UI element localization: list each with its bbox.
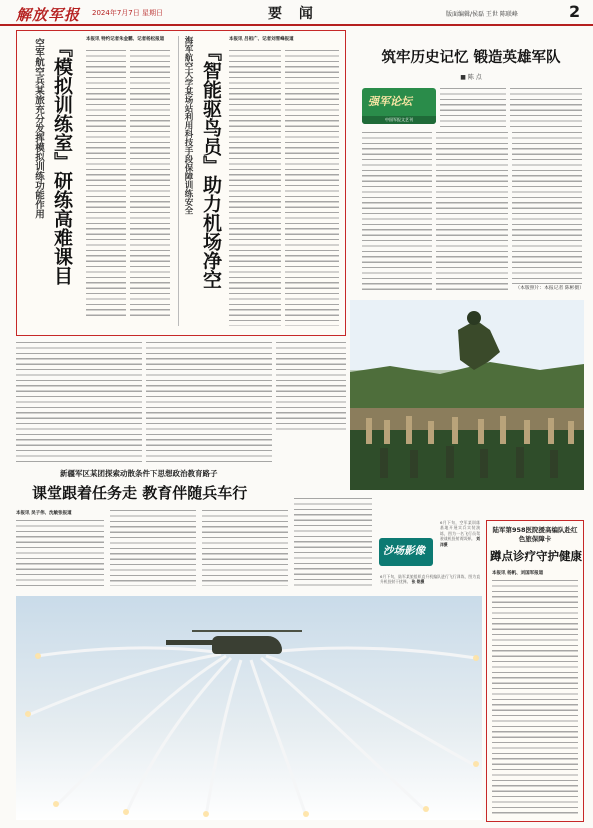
article1-byline: 本报讯 特约记者朱金鹏、记者杨松报道 — [86, 37, 165, 42]
commentary-badge-sub: 中国军报文艺刊 — [362, 116, 436, 124]
article1-subtitle: 空军航空兵某旅充分发挥模拟训练功能作用 — [33, 38, 44, 219]
article1-body-column-1 — [86, 50, 126, 320]
photo-credit: （本版照片：本报记者 陈彬摄） — [515, 286, 584, 291]
photo-feature-caption-2 — [380, 574, 480, 596]
training-photo-figures — [350, 300, 584, 490]
article1-title-rest: 研练高难课目 — [51, 171, 73, 285]
commentary-title: 筑牢历史记忆 锻造英雄军队 — [381, 49, 561, 66]
helicopter-rotor — [192, 630, 302, 632]
photo-feature-caption-credit: 刘 洋摄 — [440, 536, 480, 547]
commentary-col1 — [362, 132, 432, 290]
editors-line: 版面编辑/侯磊 王世 陈联峰 — [446, 11, 518, 18]
right-article-title: 蹲点诊疗守护健康 — [490, 549, 582, 563]
right-article-body — [492, 580, 578, 816]
page-number: 2 — [569, 2, 581, 21]
education-col2 — [110, 510, 196, 586]
photo-feature-caption — [440, 520, 480, 560]
left-lower-text-2 — [146, 342, 272, 462]
commentary-col1-top — [440, 88, 506, 128]
right-article-kicker: 陆军第958医院援高编队赴红色旅保障卡 — [492, 526, 578, 543]
article2-byline: 本报讯 吕祖广、记者刘雪峰报道 — [229, 37, 294, 42]
article2-subtitle: 海军航空大学某场站利用科技手段保障训练安全 — [183, 36, 193, 215]
publication-date: 2024年7月7日 星期日 — [92, 9, 163, 17]
left-lower-text-1 — [16, 342, 142, 462]
article1-body-column-2 — [130, 50, 170, 320]
article2-headline — [197, 42, 225, 332]
education-col4 — [294, 498, 372, 586]
training-photo — [350, 300, 584, 490]
left-box-divider — [178, 36, 179, 326]
education-col1 — [16, 520, 104, 586]
education-col3 — [202, 510, 288, 586]
masthead — [0, 0, 593, 26]
section-title: 要 闻 — [268, 6, 319, 22]
commentary-col2 — [436, 132, 508, 290]
article2-title-rest: 助力机场净空 — [200, 175, 222, 289]
right-article-byline: 本报讯 杨帆、刘国军报道 — [492, 571, 544, 576]
newspaper-logo: 解放军报 — [16, 6, 81, 24]
article2-body-column-2 — [285, 50, 339, 326]
commentary-col2-top — [510, 88, 582, 128]
photo-feature-caption-2-text: 6月下旬，陆军某旅组织直升机编队进行飞行训练，图为直升机投射干扰弹。 — [380, 574, 480, 585]
article2-title-brackets: 『智能驱鸟员』 — [200, 42, 222, 175]
left-lower-text-3 — [276, 342, 346, 432]
photo-feature-caption-2-credit: 张 铭摄 — [411, 579, 425, 585]
helicopter-tail — [166, 640, 216, 645]
photo-feature-badge — [379, 538, 433, 566]
commentary-author: ■ 陈 点 — [460, 74, 482, 81]
article2-body-column-1 — [229, 50, 281, 326]
photo-feature-caption-text: 6月下旬，空军某训练基地开展实兵实装演练，图为一名飞行员驾驶战机投射诱饵弹。 — [440, 520, 480, 542]
photo-feature-badge-label: 沙场影像 — [383, 545, 425, 557]
article1-headline — [49, 38, 75, 338]
helicopter-flares-photo — [16, 596, 482, 820]
attack-helicopter — [212, 636, 282, 654]
education-byline: 本报讯 吴子伟、沈敏张报道 — [16, 511, 72, 516]
education-title: 课堂跟着任务走 教育伴随兵车行 — [32, 484, 248, 502]
education-kicker: 新疆军区某团探索动散条件下思想政治教育路子 — [60, 469, 218, 478]
commentary-col3 — [512, 132, 582, 284]
article1-title-brackets: 『模拟训练室』 — [51, 38, 73, 171]
commentary-badge — [362, 88, 436, 124]
commentary-badge-label: 强军论坛 — [368, 95, 412, 108]
